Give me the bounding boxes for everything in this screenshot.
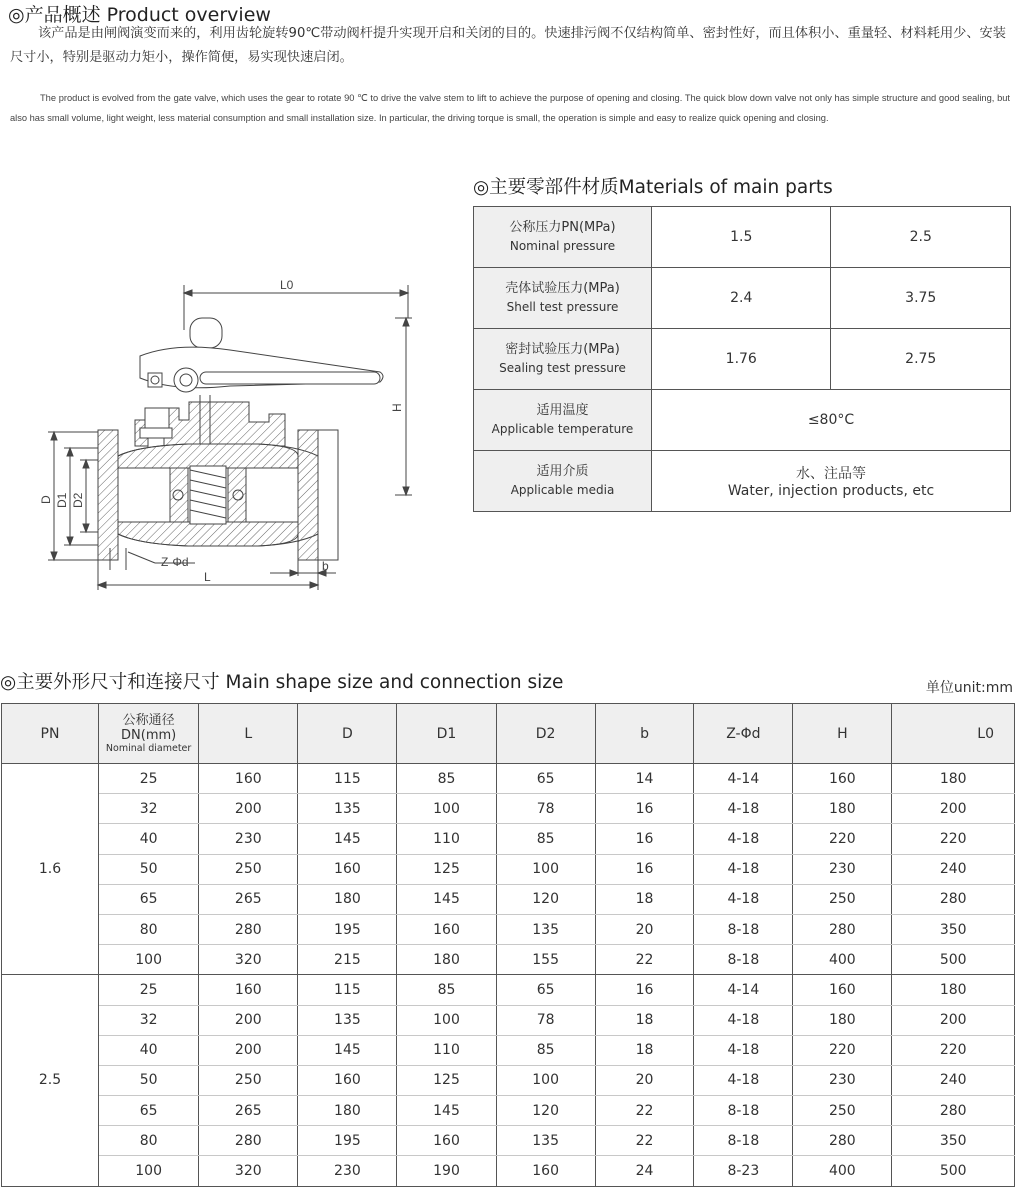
table-cell: 160: [199, 764, 298, 794]
header-D: D: [298, 704, 397, 764]
materials-table: [473, 206, 1011, 512]
table-cell: 80: [99, 914, 199, 944]
table-cell: 22: [595, 1126, 694, 1156]
table-cell: 100: [397, 794, 496, 824]
table-cell: 32: [99, 1005, 199, 1035]
table-cell: 80: [99, 1126, 199, 1156]
label-D1: D1: [55, 492, 69, 508]
table-cell: 230: [793, 1065, 892, 1095]
dimensions-body: [2, 764, 1015, 1187]
table-cell: 4-18: [694, 794, 793, 824]
table-cell: 240: [892, 854, 1015, 884]
table-cell: 8-23: [694, 1156, 793, 1186]
table-cell: 8-18: [694, 914, 793, 944]
table-cell: 65: [99, 1096, 199, 1126]
table-cell: 135: [298, 1005, 397, 1035]
table-cell: 100: [99, 945, 199, 975]
table-cell: 135: [298, 794, 397, 824]
table-cell: 120: [496, 1096, 595, 1126]
table-cell: 65: [496, 975, 595, 1005]
table-cell: 4-18: [694, 824, 793, 854]
table-cell: 115: [298, 764, 397, 794]
table-cell: 350: [892, 914, 1015, 944]
table-cell: 230: [793, 854, 892, 884]
table-cell: 180: [892, 764, 1015, 794]
table-cell: 160: [298, 854, 397, 884]
table-cell: 265: [199, 884, 298, 914]
table-cell: 160: [496, 1156, 595, 1186]
table-cell: 20: [595, 914, 694, 944]
materials-row: [474, 390, 1011, 451]
table-cell: 110: [397, 824, 496, 854]
table-cell: 160: [397, 914, 496, 944]
table-cell: 280: [199, 914, 298, 944]
table-cell: 200: [892, 794, 1015, 824]
table-cell: 4-18: [694, 1065, 793, 1095]
materials-title: ◎主要零部件材质Materials of main parts: [473, 177, 833, 198]
label-H: H: [390, 403, 404, 412]
table-cell: 215: [298, 945, 397, 975]
table-cell: 250: [793, 1096, 892, 1126]
table-cell: 230: [298, 1156, 397, 1186]
table-cell: 160: [199, 975, 298, 1005]
table-cell: 250: [199, 854, 298, 884]
dimensions-table: [1, 703, 1015, 1187]
table-cell: 145: [397, 1096, 496, 1126]
row-label-cn: 适用介质: [536, 464, 589, 479]
pn-cell: 1.6: [2, 764, 99, 975]
materials-row: [474, 451, 1011, 512]
table-cell: 40: [99, 1035, 199, 1065]
table-cell: 135: [496, 914, 595, 944]
table-cell: 200: [199, 794, 298, 824]
table-cell: 160: [298, 1065, 397, 1095]
header-dn-unit: DN(mm): [121, 728, 177, 743]
table-row: [2, 1065, 1015, 1095]
table-cell: 50: [99, 854, 199, 884]
table-cell: 4-18: [694, 854, 793, 884]
table-cell: 400: [793, 1156, 892, 1186]
table-cell: 280: [793, 1126, 892, 1156]
table-cell: 180: [793, 1005, 892, 1035]
table-cell: 78: [496, 794, 595, 824]
table-cell: 32: [99, 794, 199, 824]
table-cell: 265: [199, 1096, 298, 1126]
table-cell: 4-14: [694, 975, 793, 1005]
table-cell: 4-14: [694, 764, 793, 794]
table-cell: 220: [892, 1035, 1015, 1065]
label-L: L: [204, 570, 211, 584]
table-cell: 145: [298, 1035, 397, 1065]
table-cell: 50: [99, 1065, 199, 1095]
header-Zd: Z-Φd: [694, 704, 793, 764]
table-cell: 4-18: [694, 1005, 793, 1035]
table-cell: 180: [397, 945, 496, 975]
table-cell: 20: [595, 1065, 694, 1095]
table-cell: 85: [496, 824, 595, 854]
table-cell: 115: [298, 975, 397, 1005]
table-cell: 24: [595, 1156, 694, 1186]
table-cell: 22: [595, 945, 694, 975]
header-L0: L0: [892, 704, 1015, 764]
table-cell: 16: [595, 794, 694, 824]
value-cell: 2.5: [831, 207, 1011, 268]
header-b: b: [595, 704, 694, 764]
pn-cell: 2.5: [2, 975, 99, 1186]
table-cell: 120: [496, 884, 595, 914]
table-cell: 16: [595, 854, 694, 884]
table-cell: 8-18: [694, 1126, 793, 1156]
table-row: [2, 945, 1015, 975]
table-cell: 16: [595, 824, 694, 854]
table-row: [2, 975, 1015, 1005]
value-cell: 1.5: [652, 207, 831, 268]
table-cell: 200: [199, 1035, 298, 1065]
value-en: Water, injection products, etc: [727, 483, 935, 499]
table-cell: 220: [793, 824, 892, 854]
table-cell: 250: [199, 1065, 298, 1095]
table-cell: 145: [298, 824, 397, 854]
table-cell: 250: [793, 884, 892, 914]
table-cell: 18: [595, 1005, 694, 1035]
row-label-cn: 壳体试验压力(MPa): [505, 281, 620, 296]
table-cell: 350: [892, 1126, 1015, 1156]
table-cell: 16: [595, 975, 694, 1005]
materials-row: [474, 329, 1011, 390]
table-row: [2, 1156, 1015, 1186]
table-cell: 25: [99, 975, 199, 1005]
table-cell: 100: [496, 1065, 595, 1095]
table-cell: 65: [496, 764, 595, 794]
table-cell: 160: [397, 1126, 496, 1156]
table-cell: 160: [793, 975, 892, 1005]
table-cell: 280: [892, 1096, 1015, 1126]
table-cell: 180: [298, 884, 397, 914]
unit-label: 单位unit:mm: [925, 680, 1013, 696]
table-cell: 100: [496, 854, 595, 884]
table-row: [2, 1005, 1015, 1035]
row-label-en: Sealing test pressure: [499, 361, 626, 375]
table-cell: 22: [595, 1096, 694, 1126]
table-cell: 320: [199, 945, 298, 975]
header-D1: D1: [397, 704, 496, 764]
table-cell: 195: [298, 914, 397, 944]
table-cell: 8-18: [694, 1096, 793, 1126]
value-cell: 2.75: [831, 329, 1011, 390]
table-row: [2, 1035, 1015, 1065]
table-cell: 65: [99, 884, 199, 914]
table-cell: 240: [892, 1065, 1015, 1095]
table-cell: 4-18: [694, 884, 793, 914]
table-cell: 180: [793, 794, 892, 824]
table-cell: 125: [397, 1065, 496, 1095]
table-cell: 40: [99, 824, 199, 854]
row-label-cn: 密封试验压力(MPa): [505, 342, 620, 357]
value-cell: 1.76: [652, 329, 831, 390]
table-cell: 220: [892, 824, 1015, 854]
value-cell: 3.75: [831, 268, 1011, 329]
row-label-cn: 公称压力PN(MPa): [509, 220, 616, 235]
table-cell: 280: [793, 914, 892, 944]
table-row: [2, 794, 1015, 824]
table-cell: 200: [892, 1005, 1015, 1035]
header-H: H: [793, 704, 892, 764]
header-pn: PN: [2, 704, 99, 764]
table-row: [2, 854, 1015, 884]
label-L0: L0: [280, 278, 294, 292]
table-row: [2, 1126, 1015, 1156]
table-cell: 85: [397, 764, 496, 794]
table-cell: 8-18: [694, 945, 793, 975]
row-label-en: Applicable temperature: [491, 422, 634, 436]
table-cell: 85: [496, 1035, 595, 1065]
table-row: [2, 884, 1015, 914]
header-dn-en: Nominal diameter: [105, 743, 192, 754]
materials-row: [474, 268, 1011, 329]
label-b: b: [322, 559, 329, 573]
overview-en-text: The product is evolved from the gate valve, which uses the gear to rotate 90 ℃ to drive the valve stem to lift to achieve the purpose of opening and closing. The quick blow down valve not only has simple structure and good sealing, but also has small volume, light weight, less material consumption and small installation size. In particular, the driving torque is small, the operation is simple and easy to realize quick opening and closing.: [10, 93, 1010, 123]
row-label-cn: 适用温度: [536, 403, 589, 418]
value-cell: ≤80°C: [652, 390, 1011, 451]
header-D2: D2: [496, 704, 595, 764]
table-cell: 400: [793, 945, 892, 975]
overview-title: ◎产品概述 Product overview: [8, 4, 271, 26]
table-cell: 110: [397, 1035, 496, 1065]
table-row: [2, 1096, 1015, 1126]
label-Zd: Z-Φd: [161, 555, 189, 569]
table-cell: 280: [892, 884, 1015, 914]
row-label-en: Applicable media: [510, 483, 615, 497]
header-row: [2, 704, 1015, 764]
table-cell: 320: [199, 1156, 298, 1186]
table-cell: 500: [892, 1156, 1015, 1186]
header-dn-cn: 公称通径: [122, 713, 175, 728]
table-cell: 145: [397, 884, 496, 914]
dimensions-title: ◎主要外形尺寸和连接尺寸 Main shape size and connection size: [0, 672, 564, 693]
table-cell: 230: [199, 824, 298, 854]
value-cn: 水、注品等: [796, 466, 866, 482]
overview-cn-text: 该产品是由闸阀演变而来的，利用齿轮旋转90℃带动阀杆提升实现开启和关闭的目的。快速排污阀不仅结构简单、密封性好，而且体积小、重量轻、材料耗用少、安装尺寸小，特别是驱动力矩小，操作简便，易实现快速启闭。: [10, 26, 1006, 65]
table-cell: 160: [793, 764, 892, 794]
table-cell: 195: [298, 1126, 397, 1156]
valve-drawing: [0, 150, 470, 610]
table-cell: 280: [199, 1126, 298, 1156]
materials-row: [474, 207, 1011, 268]
table-cell: 220: [793, 1035, 892, 1065]
table-cell: 125: [397, 854, 496, 884]
table-cell: 135: [496, 1126, 595, 1156]
label-D: D: [39, 495, 53, 504]
value-cell: 2.4: [652, 268, 831, 329]
table-cell: 78: [496, 1005, 595, 1035]
table-cell: 200: [199, 1005, 298, 1035]
table-cell: 18: [595, 1035, 694, 1065]
table-cell: 4-18: [694, 1035, 793, 1065]
table-row: [2, 824, 1015, 854]
table-cell: 14: [595, 764, 694, 794]
table-row: [2, 914, 1015, 944]
table-cell: 25: [99, 764, 199, 794]
row-label-en: Nominal pressure: [509, 239, 616, 253]
header-dn: [99, 704, 199, 764]
table-cell: 180: [892, 975, 1015, 1005]
table-row: [2, 764, 1015, 794]
row-label-en: Shell test pressure: [506, 300, 619, 314]
table-cell: 190: [397, 1156, 496, 1186]
table-cell: 100: [397, 1005, 496, 1035]
label-D2: D2: [71, 492, 85, 508]
table-cell: 155: [496, 945, 595, 975]
table-cell: 100: [99, 1156, 199, 1186]
table-cell: 85: [397, 975, 496, 1005]
table-cell: 500: [892, 945, 1015, 975]
table-cell: 180: [298, 1096, 397, 1126]
header-L: L: [199, 704, 298, 764]
table-cell: 18: [595, 884, 694, 914]
